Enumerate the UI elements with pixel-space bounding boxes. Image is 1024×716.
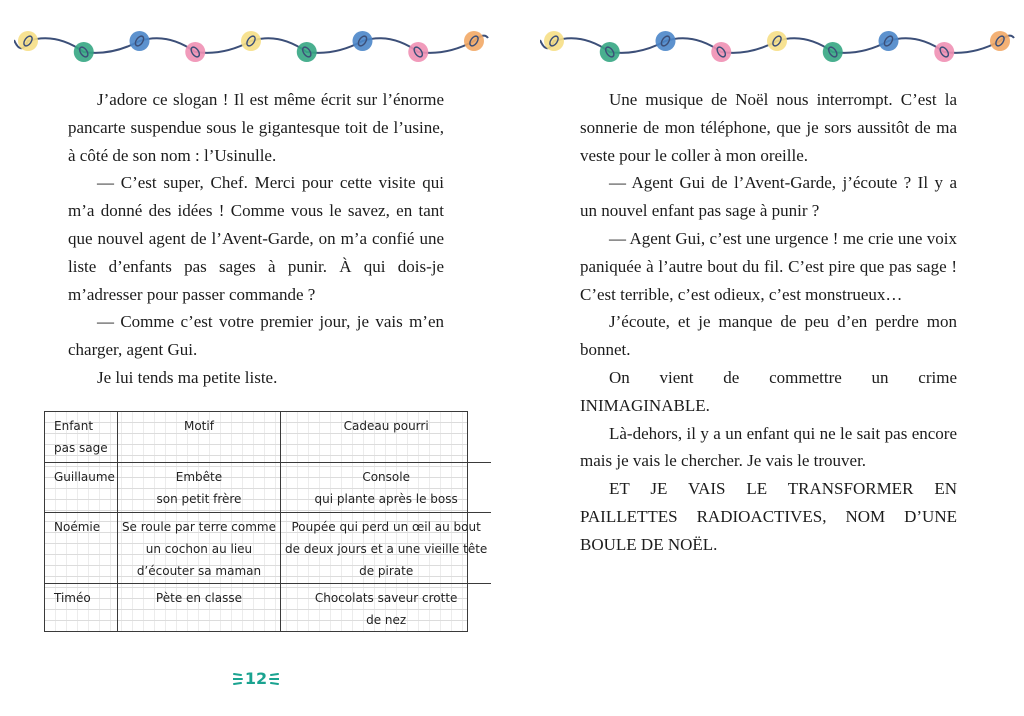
garland-bulb [544,31,564,51]
sparkle-left-icon [233,672,243,686]
paragraph: Une musique de Noël nous interrompt. C’est la sonnerie de mon téléphone, que je sors aussitôt de ma veste pour le coller à mon oreille. [580,90,957,165]
paragraph: — Comme c’est votre premier jour, je vais m’en charger, agent Gui. [68,312,444,360]
child-name: Guillaume [45,462,117,512]
table-row [45,462,491,512]
garland-bulb [767,31,787,51]
page-number-label: 12 [244,669,268,688]
garland-bulb [130,31,150,51]
table-row [45,512,491,583]
garland-bulb [879,31,899,51]
paragraph: On vient de commettre un crime INIMAGINABLE. [580,367,957,415]
garland-bulb [711,42,731,62]
garland-bulb [353,31,373,51]
garland-lights-icon [540,26,1018,66]
gift-cell: Console qui plante après le boss [281,462,492,512]
light-garland-left [14,26,492,66]
garland-bulb [297,42,317,62]
paragraph: — C’est super, Chef. Merci pour cette visite qui m’a donné des idées ! Comme vous le savez, en tant que nouvel agent de l’Avent-Garde, on m’a confié une liste d’enfants pas sages à punir. À qui dois-je m’adresser pour passer commande ? [68,173,444,304]
reason-cell: Embête son petit frère [117,462,280,512]
naughty-list-table [45,412,491,631]
garland-bulb [408,42,428,62]
garland-bulb [241,31,261,51]
header-gift: Cadeau pourri [281,412,492,462]
sparkle-right-icon [269,672,279,686]
paragraph: Je lui tends ma petite liste. [97,367,278,387]
page-number [233,668,279,690]
child-name: Noémie [45,512,117,583]
gift-cell: Chocolats saveur crotte de nez [314,590,458,627]
left-page-text [68,86,444,392]
reason-cell: Pète en classe [117,583,280,631]
gift-cell: Poupée qui perd un œil au bout de deux jours et a une vieille tête de pirate [281,512,492,583]
paragraph: J’adore ce slogan ! Il est même écrit sur l’énorme pancarte suspendue sous le gigantesque toit de l’usine, à côté de son nom : l’Usinulle. [68,90,444,165]
garland-bulb [934,42,954,62]
right-page-text [580,86,957,559]
paragraph: Là-dehors, il y a un enfant qui ne le sait pas encore mais je vais le chercher. Je vais le trouver. [580,423,957,471]
paragraph: ET JE VAIS LE TRANSFORMER EN PAILLETTES RADIOACTIVES, NOM D’UNE BOULE DE NOËL. [580,479,957,554]
garland-bulb [464,31,484,51]
garland-bulb [990,31,1010,51]
garland-bulb [185,42,205,62]
garland-bulb [600,42,620,62]
garland-bulb [656,31,676,51]
table-header-row [45,412,491,462]
header-child: Enfant pas sage [45,412,117,462]
garland-bulb [823,42,843,62]
header-reason: Motif [117,412,280,462]
paragraph: J’écoute, et je manque de peu d’en perdre mon bonnet. [580,312,957,360]
garland-bulb [18,31,38,51]
paragraph: — Agent Gui de l’Avent-Garde, j’écoute ? Il y a un nouvel enfant pas sage à punir ? [580,173,957,221]
garland-lights-icon [14,26,492,66]
reason-cell: Se roule par terre comme un cochon au lieu d’écouter sa maman [117,512,280,583]
paragraph: — Agent Gui, c’est une urgence ! me crie une voix paniquée à l’autre bout du fil. C’est pire que pas sage ! C’est terrible, c’est odieux, c’est monstrueux… [580,228,957,304]
child-name: Timéo [45,583,117,631]
light-garland-right [540,26,1018,66]
table-row [45,583,491,631]
naughty-list-notebook [44,411,488,632]
garland-bulb [74,42,94,62]
